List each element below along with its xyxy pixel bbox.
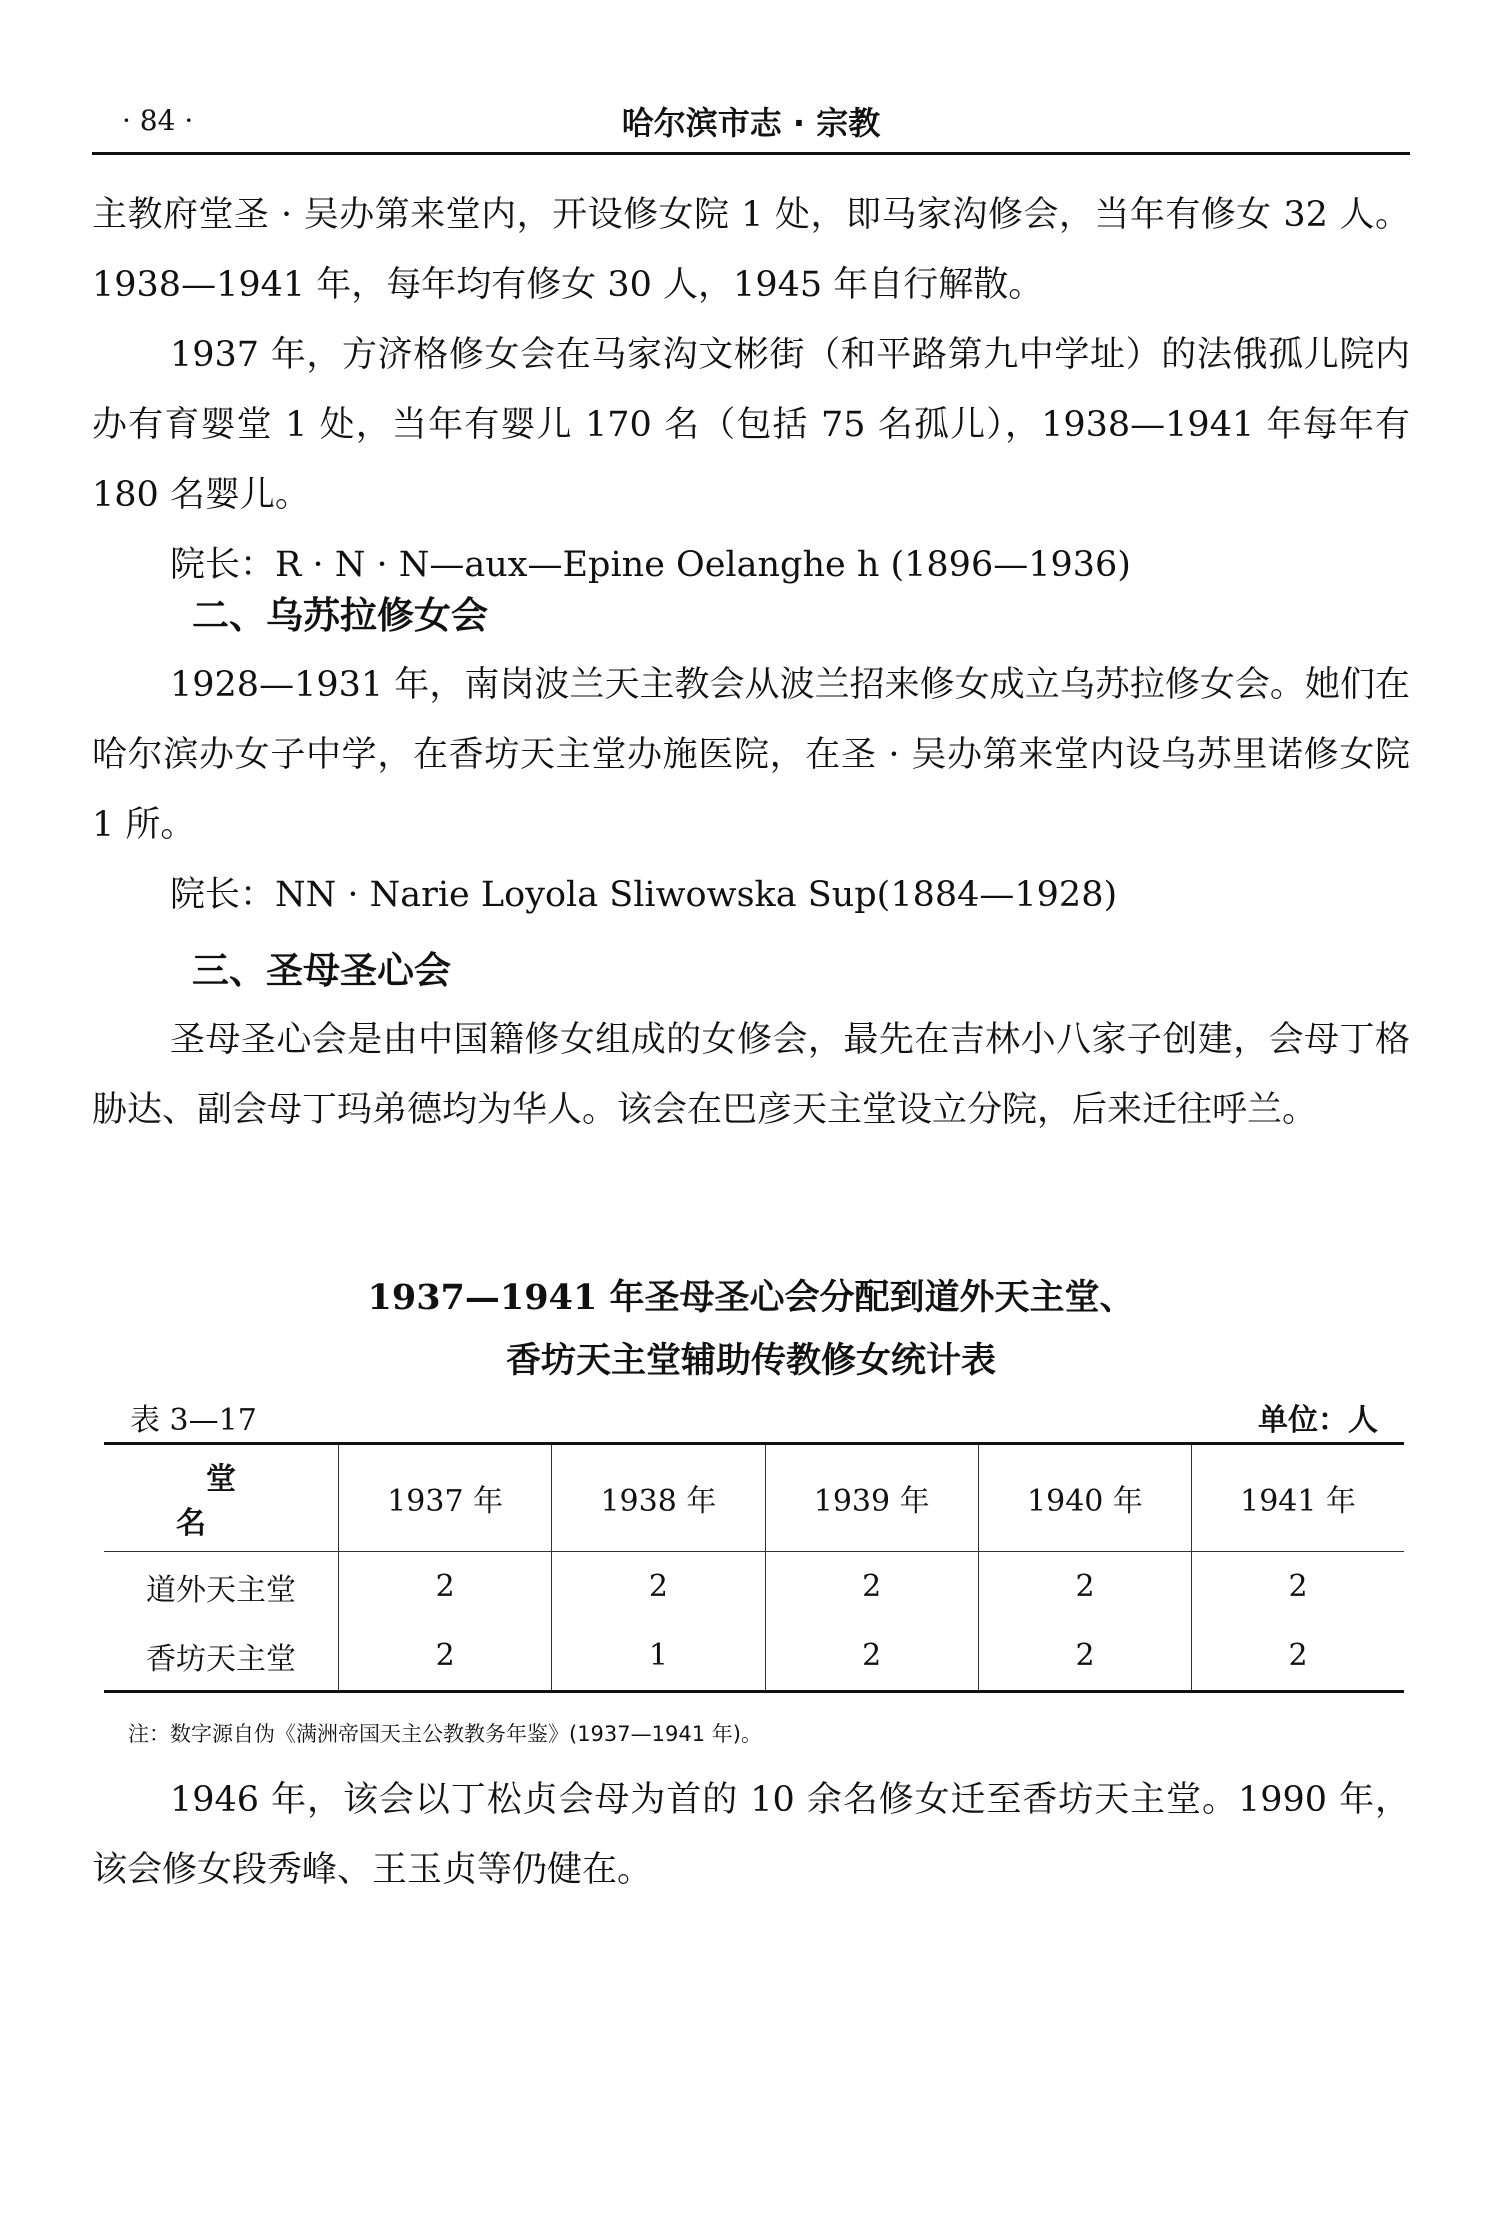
table-cell: 2: [765, 1622, 978, 1692]
table-row: [104, 1552, 1404, 1622]
paragraph-2: 1937 年，方济格修女会在马家沟文彬街（和平路第九中学址）的法俄孤儿院内办有育婴堂 1 处，当年有婴儿 170 名（包括 75 名孤儿），1938—1941 年每年有 180 名婴儿。: [92, 335, 1410, 515]
header-year-1940: 1940 年: [978, 1444, 1191, 1552]
table-cell: 2: [765, 1552, 978, 1622]
table-row: [104, 1622, 1404, 1692]
table-cell: 2: [978, 1622, 1191, 1692]
header-year-1938: 1938 年: [552, 1444, 765, 1552]
table-cell: 2: [339, 1622, 552, 1692]
paragraph-3: 院长：R · N · N—aux—Epine Oelanghe h (1896—1936): [170, 545, 1131, 585]
section-heading-2: 二、乌苏拉修女会: [192, 594, 488, 637]
table-cell: 2: [1192, 1622, 1404, 1692]
row-name: 道外天主堂: [146, 1572, 296, 1608]
table-number: 表 3—17: [130, 1403, 257, 1438]
page-number: · 84 ·: [122, 104, 194, 137]
table-title-line-1: 1937—1941 年圣母圣心会分配到道外天主堂、: [367, 1277, 1135, 1318]
header-church-name: 堂名: [104, 1444, 339, 1552]
table-cell: 2: [339, 1552, 552, 1622]
row-name: 香坊天主堂: [104, 1622, 339, 1692]
table-note: 注：数字源自伪《满洲帝国天主公教教务年鉴》(1937—1941 年)。: [128, 1722, 762, 1746]
statistics-table: [104, 1442, 1404, 1693]
paragraph-5: 院长：NN · Narie Loyola Sliwowska Sup(1884—1928): [170, 875, 1118, 915]
table-cell: 1: [552, 1622, 765, 1692]
header-year-1941: 1941 年: [1192, 1444, 1404, 1552]
table-cell: 2: [978, 1552, 1191, 1622]
table-title-line-2: 香坊天主堂辅助传教修女统计表: [505, 1340, 996, 1381]
table-cell: 2: [1192, 1552, 1404, 1622]
book-title: 哈尔滨市志 · 宗教: [621, 104, 881, 142]
header-year-1939: 1939 年: [765, 1444, 978, 1552]
table-header-row: [104, 1444, 1404, 1552]
page-header: [92, 96, 1410, 155]
table-unit: 单位：人: [1258, 1403, 1378, 1438]
paragraph-6: 圣母圣心会是由中国籍修女组成的女修会，最先在吉林小八家子创建，会母丁格胁达、副会母丁玛弟德均为华人。该会在巴彦天主堂设立分院，后来迁往呼兰。: [92, 1020, 1410, 1130]
paragraph-7: 1946 年，该会以丁松贞会母为首的 10 余名修女迁至香坊天主堂。1990 年，该会修女段秀峰、王玉贞等仍健在。: [92, 1780, 1410, 1890]
paragraph-1: 主教府堂圣 · 吴办第来堂内，开设修女院 1 处，即马家沟修会，当年有修女 32 人。1938—1941 年，每年均有修女 30 人，1945 年自行解散。: [92, 195, 1410, 305]
paragraph-4: 1928—1931 年，南岗波兰天主教会从波兰招来修女成立乌苏拉修女会。她们在哈尔滨办女子中学，在香坊天主堂办施医院，在圣 · 吴办第来堂内设乌苏里诺修女院 1 所。: [92, 665, 1410, 845]
section-heading-3: 三、圣母圣心会: [192, 949, 451, 992]
table-cell: 2: [552, 1552, 765, 1622]
header-year-1937: 1937 年: [339, 1444, 552, 1552]
